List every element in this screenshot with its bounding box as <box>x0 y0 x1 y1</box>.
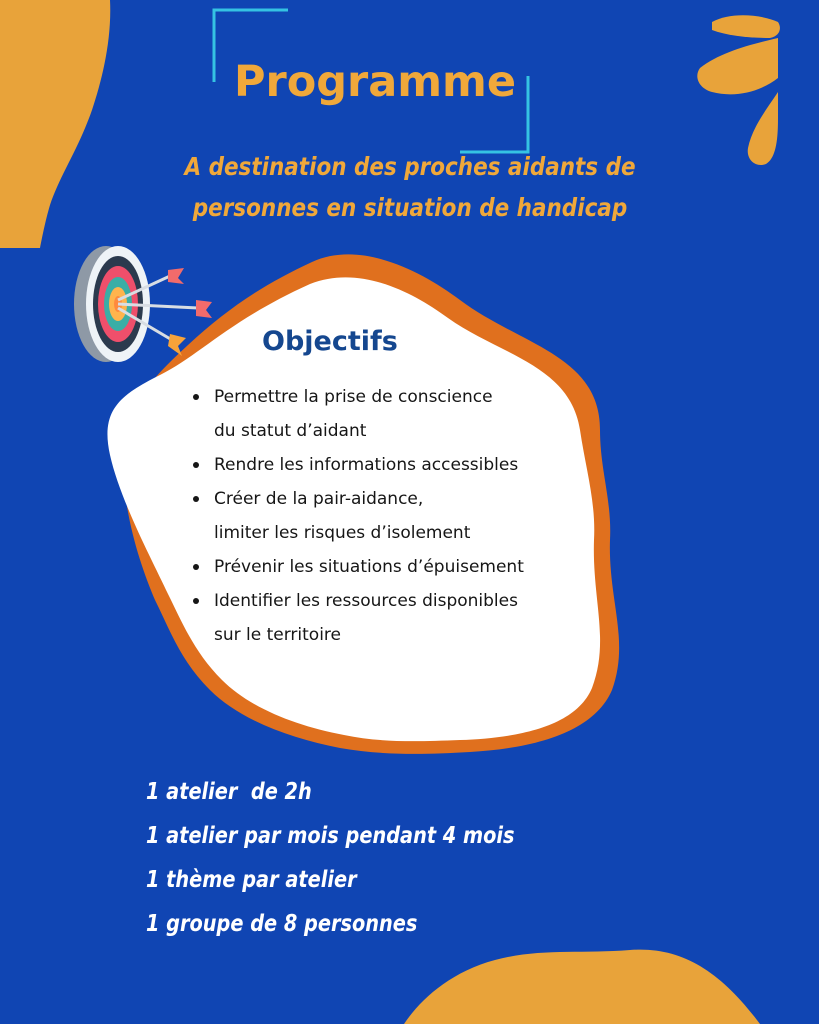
objectives-list <box>190 380 524 652</box>
objective-item <box>190 550 524 584</box>
objective-item <box>190 380 524 448</box>
fact-item: 1 thème par atelier <box>146 867 357 893</box>
objective-line: Créer de la pair-aidance, <box>214 489 424 509</box>
subtitle <box>161 146 660 228</box>
subtitle-line: A destination des proches aidants de <box>184 152 636 181</box>
objective-item <box>190 482 524 550</box>
fact-item: 1 atelier par mois pendant 4 mois <box>146 823 515 849</box>
title-block <box>210 57 540 107</box>
objective-line: limiter les risques d’isolement <box>214 523 471 543</box>
objective-item <box>190 584 524 652</box>
fact-item: 1 groupe de 8 personnes <box>146 911 418 937</box>
objective-line: Identifier les ressources disponibles <box>214 591 518 611</box>
objective-line: Prévenir les situations d’épuisement <box>214 557 524 577</box>
subtitle-line: personnes en situation de handicap <box>192 193 628 222</box>
objective-item <box>190 448 524 482</box>
fact-item: 1 atelier de 2h <box>146 779 312 805</box>
objective-line: Permettre la prise de conscience <box>214 387 493 407</box>
workshop-facts <box>146 770 514 946</box>
objective-line: du statut d’aidant <box>214 421 367 441</box>
objective-line: Rendre les informations accessibles <box>214 455 519 475</box>
objectives-title: Objectifs <box>262 326 398 357</box>
objective-line: sur le territoire <box>214 625 342 645</box>
page-title: Programme <box>233 57 517 107</box>
